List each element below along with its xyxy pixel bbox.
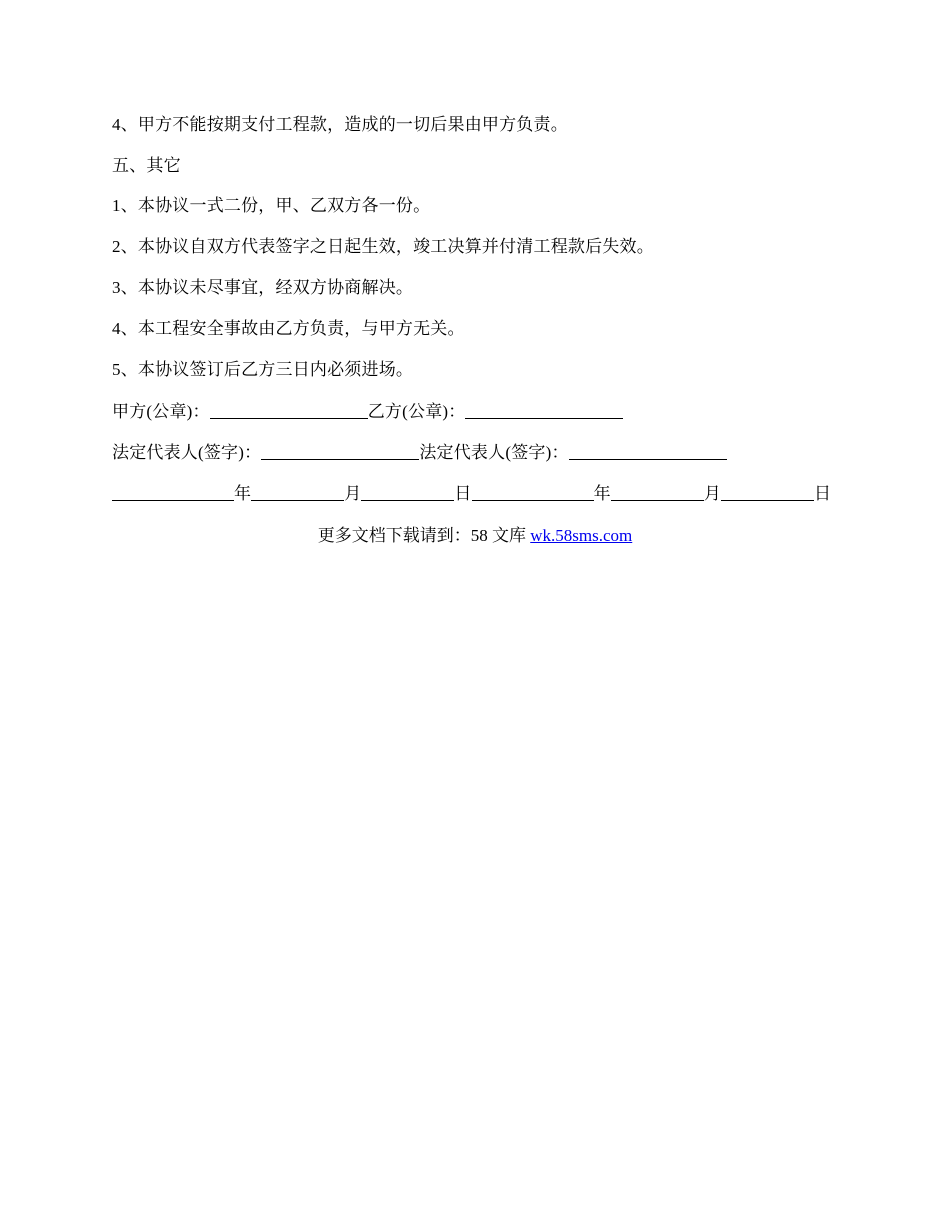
date-a-year-label: 年 [234,484,252,503]
clause-5-2: 2、本协议自双方代表签字之日起生效，竣工决算并付清工程款后失效。 [112,237,654,256]
clause-5-3: 3、本协议未尽事宜，经双方协商解决。 [112,278,414,297]
date-b-month-label: 月 [703,484,722,503]
clause-5-4: 4、本工程安全事故由乙方负责，与甲方无关。 [112,319,465,338]
date-b-month-blank [611,484,704,501]
clause-a4: 4、甲方不能按期支付工程款，造成的一切后果由甲方负责。 [112,115,568,134]
party-b-seal-blank [465,402,623,419]
party-a-seal-label: 甲方(公章)： [112,402,210,421]
clause-5-5: 5、本协议签订后乙方三日内必须进场。 [112,360,414,379]
rep-b-label: 法定代表人(签字)： [419,443,569,462]
rep-a-label: 法定代表人(签字)： [112,443,262,462]
date-b-year-label: 年 [593,484,611,503]
date-a-day-blank [361,484,454,501]
party-b-seal-label: 乙方(公章)： [367,402,466,421]
representative-row [112,441,727,464]
date-a-month-blank [251,484,344,501]
party-a-seal-blank [210,402,368,419]
date-b-year-blank [472,484,594,501]
date-row [112,482,831,505]
date-b-day-blank [721,484,814,501]
footer-promo [0,525,950,547]
date-b-day-label: 日 [814,484,832,503]
section-heading-other: 五、其它 [112,156,181,175]
rep-b-blank [569,443,727,460]
seal-row [112,400,623,423]
footer-text: 更多文档下载请到：58 文库 [317,526,531,545]
clause-5-1: 1、本协议一式二份，甲、乙双方各一份。 [112,196,431,215]
rep-a-blank [261,443,419,460]
footer-link[interactable]: wk.58sms.com [530,526,633,545]
date-a-year-blank [112,484,234,501]
date-a-month-label: 月 [344,484,362,503]
date-a-day-label: 日 [454,484,472,503]
